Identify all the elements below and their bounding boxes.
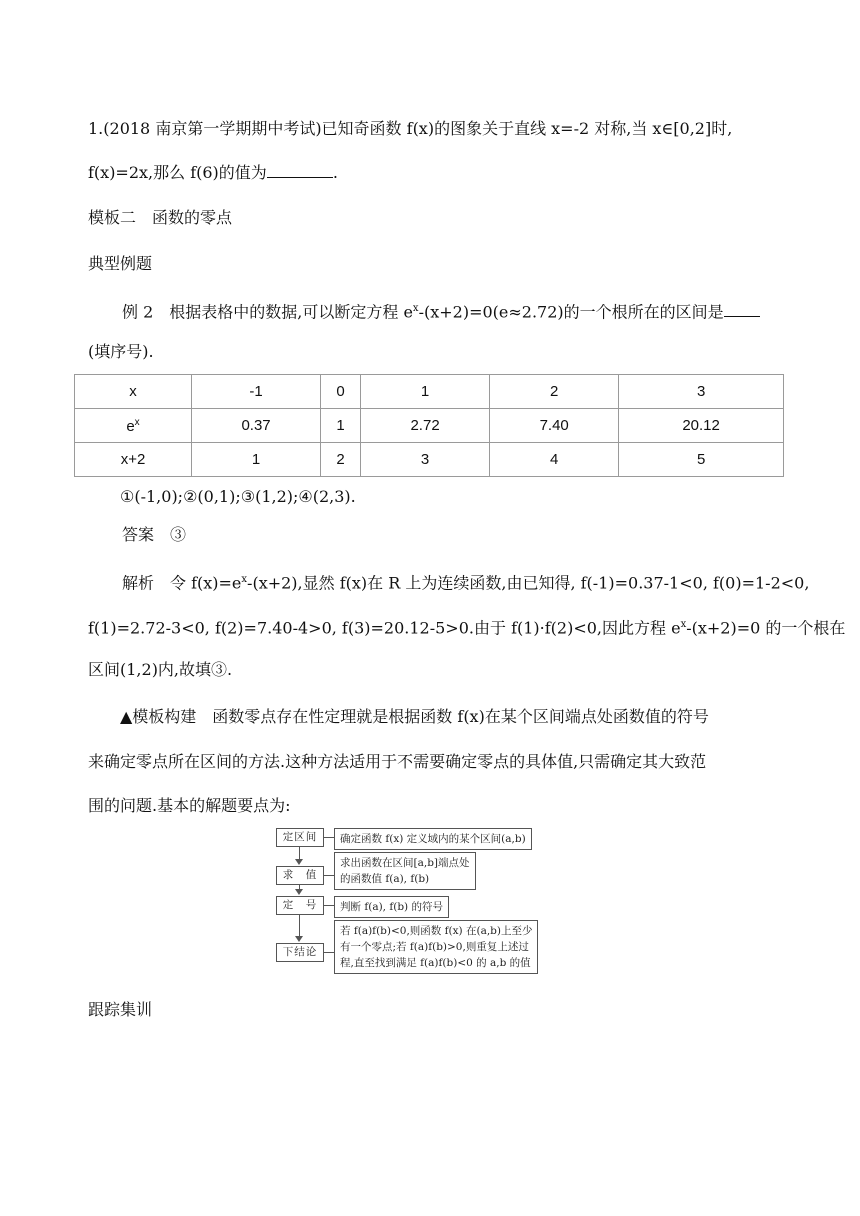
problem-1-line-2: [88, 162, 338, 184]
analysis-2-sup: x: [680, 619, 687, 630]
flow-step-3-desc: [334, 896, 449, 918]
analysis-line-1: [122, 569, 809, 594]
analysis-2-post: -(x+2)=0 的一个根在: [686, 618, 846, 638]
table-cell: 0: [321, 375, 361, 409]
flow-connector: [299, 914, 300, 938]
flow-connector: [299, 846, 300, 860]
flow-step-3-label: 定 号: [276, 896, 324, 915]
flow-step-4-desc-line-3: 程,直至找到满足 f(a)f(b)<0 的 a,b 的值: [340, 957, 531, 969]
table-row: [75, 443, 784, 477]
flow-step-4-desc: [334, 920, 538, 974]
table-row-header: [75, 443, 192, 477]
answer-blank: [267, 163, 333, 178]
table-cell: 2.72: [361, 409, 490, 443]
table-cell: 5: [619, 443, 784, 477]
example-2-line-2: (填序号).: [88, 342, 154, 361]
table-cell: 3: [361, 443, 490, 477]
analysis-2-pre: f(1)=2.72-3<0, f(2)=7.40-4>0, f(3)=20.12-5>0.由于 f(1)·f(2)<0,因此方程 e: [88, 618, 681, 638]
section-title: 模板二 函数的零点: [88, 208, 233, 227]
analysis-1-pre: 解析 令 f(x)=e: [122, 573, 242, 593]
analysis-1-sup: x: [241, 574, 248, 585]
down-arrow-icon: [295, 859, 303, 865]
table-row-header: [75, 375, 192, 409]
flow-connector: [323, 905, 334, 906]
tracking-training-heading: 跟踪集训: [88, 1000, 153, 1019]
answer-line: 答案 ③: [122, 525, 187, 544]
row-header-sup: x: [134, 416, 140, 428]
problem-1-end: .: [332, 163, 338, 182]
table-cell: -1: [192, 375, 321, 409]
flow-step-4-desc-line-1: 若 f(a)f(b)<0,则函数 f(x) 在(a,b)上至少: [340, 925, 533, 937]
flow-step-1-desc: [334, 828, 532, 850]
example-answer-blank: [724, 302, 760, 317]
flow-step-2-label: 求 值: [276, 866, 324, 885]
flow-diagram: [276, 826, 586, 986]
row-header-text: e: [126, 417, 135, 435]
table-cell: 20.12: [619, 409, 784, 443]
flow-step-1-desc-line: 确定函数 f(x) 定义域内的某个区间(a,b): [340, 833, 526, 845]
example-2-pre: 例 2 根据表格中的数据,可以断定方程 e: [122, 302, 413, 322]
flow-step-2-desc-line-1: 求出函数在区间[a,b]端点处: [340, 857, 470, 869]
template-line-2: 来确定零点所在区间的方法.这种方法适用于不需要确定零点的具体值,只需确定其大致范: [88, 752, 707, 771]
analysis-1-post: -(x+2),显然 f(x)在 R 上为连续函数,由已知得, f(-1)=0.37-1<0, f(0)=1-2<0,: [247, 573, 810, 593]
table-row: [75, 409, 784, 443]
table-cell: 3: [619, 375, 784, 409]
analysis-line-3: 区间(1,2)内,故填③.: [88, 660, 233, 679]
flow-connector: [323, 875, 334, 876]
flow-step-1-label: 定区间: [276, 828, 324, 847]
table-cell: 4: [490, 443, 619, 477]
table-cell: 1: [321, 409, 361, 443]
flow-step-2-desc-line-2: 的函数值 f(a), f(b): [340, 873, 430, 885]
flow-step-2-desc: [334, 852, 476, 890]
row-header-text: x+2: [120, 451, 146, 468]
table-cell: 7.40: [490, 409, 619, 443]
table-row: [75, 375, 784, 409]
analysis-line-2: [88, 614, 845, 639]
flow-connector: [323, 952, 334, 953]
flow-connector: [323, 837, 334, 838]
template-line-3: 围的问题.基本的解题要点为:: [88, 796, 291, 815]
down-arrow-icon: [295, 936, 303, 942]
table-cell: 2: [490, 375, 619, 409]
row-header-text: x: [129, 383, 137, 400]
section-subtitle: 典型例题: [88, 254, 153, 273]
flow-step-4-desc-line-2: 有一个零点;若 f(a)f(b)>0,则重复上述过: [340, 941, 529, 953]
down-arrow-icon: [295, 889, 303, 895]
template-line-1: ▲模板构建 函数零点存在性定理就是根据函数 f(x)在某个区间端点处函数值的符号: [120, 707, 709, 726]
flow-step-3-desc-line: 判断 f(a), f(b) 的符号: [340, 901, 443, 913]
table-cell: 1: [361, 375, 490, 409]
data-table: [74, 374, 784, 477]
options-line: ①(-1,0);②(0,1);③(1,2);④(2,3).: [120, 487, 356, 506]
table-cell: 1: [192, 443, 321, 477]
table-cell: 2: [321, 443, 361, 477]
problem-1-line-1: 1.(2018 南京第一学期期中考试)已知奇函数 f(x)的图象关于直线 x=-2 对称,当 x∈[0,2]时,: [88, 119, 733, 138]
flow-step-4-label: 下结论: [276, 943, 324, 962]
example-2-line-1: [122, 298, 760, 323]
example-2-post: -(x+2)=0(e≈2.72)的一个根所在的区间是: [418, 302, 724, 322]
problem-1-text: f(x)=2x,那么 f(6)的值为: [88, 163, 267, 182]
table-row-header: [75, 409, 192, 443]
example-2-sup: x: [412, 303, 419, 314]
table-cell: 0.37: [192, 409, 321, 443]
